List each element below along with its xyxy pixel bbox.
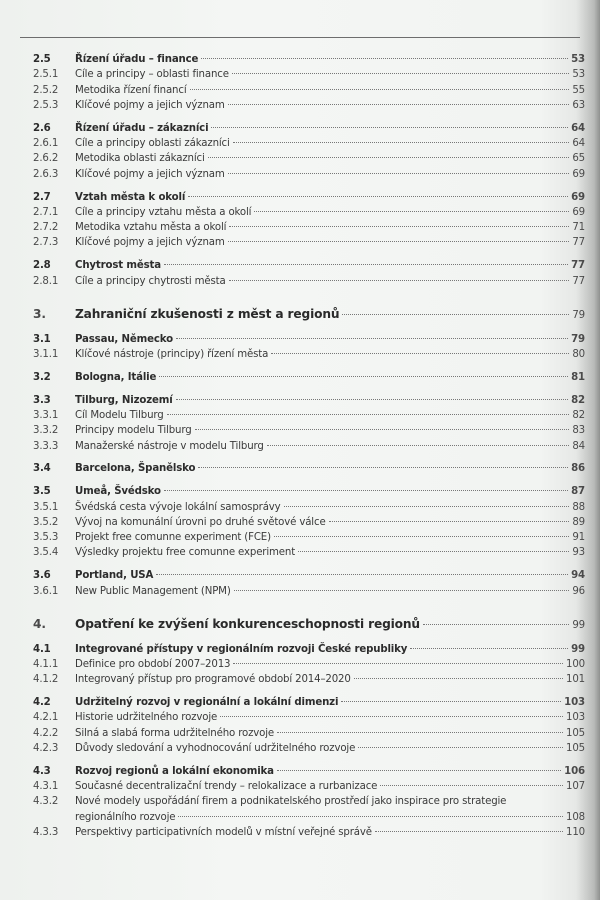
- toc-section-entry[interactable]: [33, 764, 585, 779]
- toc-subsection-entry[interactable]: [33, 347, 585, 362]
- entry-title: Vztah města k okolí: [75, 191, 186, 203]
- entry-number: 2.8: [33, 260, 51, 272]
- entry-number: 4.2.1: [33, 712, 59, 724]
- toc-subsection-entry[interactable]: [33, 220, 585, 235]
- dot-leader: [198, 467, 568, 468]
- entry-number: 4.1.2: [33, 674, 59, 686]
- dot-leader: [176, 338, 568, 339]
- entry-title: Klíčové nástroje (principy) řízení města: [75, 348, 269, 360]
- toc-section-group: [33, 764, 585, 840]
- entry-number: 4.3.3: [33, 827, 59, 838]
- dot-leader: [233, 663, 563, 664]
- toc-section-group: [33, 484, 585, 560]
- toc-section-entry[interactable]: [33, 695, 585, 710]
- entry-number: 3.1.1: [33, 348, 59, 360]
- entry-number: 2.8.1: [33, 275, 59, 287]
- dot-leader: [380, 785, 563, 786]
- toc-section-group: [33, 52, 585, 113]
- toc-chapter-entry[interactable]: [33, 614, 585, 634]
- toc-subsection-entry[interactable]: [33, 530, 585, 545]
- entry-page-number: 82: [572, 409, 585, 421]
- dot-leader: [410, 648, 568, 649]
- entry-number: 3.5: [33, 486, 51, 498]
- dot-leader: [195, 429, 570, 430]
- entry-number: 2.5: [33, 54, 51, 65]
- entry-title: Portland, USA: [75, 570, 154, 582]
- header-rule: [20, 37, 580, 38]
- entry-page-number: 64: [571, 122, 585, 134]
- entry-number: 2.5.1: [33, 69, 59, 81]
- entry-number: 4.: [33, 616, 46, 631]
- entry-title: Klíčové pojmy a jejich význam: [75, 168, 225, 180]
- entry-page-number: 77: [572, 237, 585, 249]
- toc-section-group: [33, 461, 585, 476]
- entry-title: Vývoj na komunální úrovni po druhé světové válce: [75, 516, 326, 528]
- toc-subsection-entry[interactable]: [33, 515, 585, 530]
- toc-subsection-entry[interactable]: [33, 810, 585, 825]
- entry-page-number: 79: [572, 309, 585, 321]
- dot-leader: [164, 490, 568, 491]
- toc-section-group: [33, 695, 585, 756]
- entry-number: 3.6: [33, 570, 51, 582]
- toc-subsection-entry[interactable]: [33, 439, 585, 454]
- entry-title: New Public Management (NPM): [75, 585, 231, 597]
- dot-leader: [375, 831, 563, 832]
- dot-leader: [342, 314, 569, 315]
- toc-subsection-entry[interactable]: [33, 136, 585, 151]
- entry-number: 2.5.3: [33, 99, 59, 111]
- entry-title: Rozvoj regionů a lokální ekonomika: [75, 765, 274, 777]
- entry-page-number: 91: [572, 532, 585, 544]
- entry-page-number: 84: [572, 440, 585, 452]
- dot-leader: [211, 127, 568, 128]
- entry-page-number: 96: [572, 585, 585, 597]
- entry-title: Udržitelný rozvoj v regionální a lokální dimenzi: [75, 697, 339, 709]
- entry-page-number: 105: [566, 727, 585, 739]
- toc-chapter-group: [33, 614, 585, 634]
- entry-page-number: 99: [571, 643, 585, 655]
- toc-section-entry[interactable]: [33, 393, 585, 408]
- toc-subsection-entry[interactable]: [33, 794, 585, 809]
- entry-title: Bologna, Itálie: [75, 371, 157, 383]
- entry-page-number: 77: [571, 260, 585, 272]
- entry-title: Projekt free comunne experiment (FCE): [75, 532, 271, 544]
- dot-leader: [423, 624, 569, 625]
- dot-leader: [232, 73, 569, 74]
- entry-number: 4.2.2: [33, 727, 59, 739]
- entry-title: Švédská cesta vývoje lokální samosprávy: [75, 501, 281, 513]
- entry-number: 2.7.2: [33, 222, 59, 234]
- table-of-contents: [33, 52, 585, 840]
- dot-leader: [201, 58, 568, 59]
- entry-page-number: 110: [566, 827, 585, 838]
- toc-subsection-entry[interactable]: [33, 274, 585, 289]
- toc-section-group: [33, 370, 585, 385]
- entry-title: Metodika vztahu města a okolí: [75, 222, 227, 234]
- entry-title: Umeå, Švédsko: [75, 486, 161, 498]
- dot-leader: [234, 590, 570, 591]
- toc-subsection-entry[interactable]: [33, 423, 585, 438]
- entry-number: 2.6.3: [33, 168, 59, 180]
- entry-number: 3.5.4: [33, 547, 59, 559]
- toc-section-entry[interactable]: [33, 190, 585, 205]
- entry-page-number: 105: [566, 742, 585, 754]
- entry-number: 2.7.1: [33, 206, 59, 218]
- entry-page-number: 87: [571, 486, 585, 498]
- entry-title: Cíle a principy chytrosti města: [75, 275, 226, 287]
- toc-subsection-entry[interactable]: [33, 151, 585, 166]
- dot-leader: [190, 89, 570, 90]
- entry-page-number: 71: [572, 222, 585, 234]
- entry-title: Tilburg, Nizozemí: [75, 394, 173, 406]
- entry-page-number: 89: [572, 516, 585, 528]
- dot-leader: [271, 353, 569, 354]
- toc-chapter-entry[interactable]: [33, 304, 585, 324]
- entry-number: 4.1: [33, 643, 51, 655]
- toc-section-entry[interactable]: [33, 461, 585, 476]
- toc-section-entry[interactable]: [33, 484, 585, 499]
- entry-title: Opatření ke zvýšení konkurenceschopnosti regionů: [75, 616, 420, 631]
- toc-subsection-entry[interactable]: [33, 584, 585, 599]
- dot-leader: [228, 173, 570, 174]
- entry-title: Perspektivy participativních modelů v místní veřejné správě: [75, 827, 372, 838]
- entry-page-number: 53: [572, 69, 585, 81]
- toc-section-group: [33, 393, 585, 454]
- entry-number: 4.2: [33, 697, 51, 709]
- entry-page-number: 64: [572, 138, 585, 150]
- entry-title: Integrované přístupy v regionálním rozvoji České republiky: [75, 643, 408, 655]
- entry-number: 3.5.3: [33, 532, 59, 544]
- entry-title: Výsledky projektu free comunne experiment: [75, 547, 296, 559]
- entry-page-number: 69: [572, 168, 585, 180]
- entry-title: Cíle a principy vztahu města a okolí: [75, 206, 252, 218]
- entry-number: 2.6.1: [33, 138, 59, 150]
- entry-page-number: 65: [572, 153, 585, 165]
- entry-page-number: 80: [572, 348, 585, 360]
- toc-section-group: [33, 568, 585, 599]
- dot-leader: [178, 816, 563, 817]
- entry-page-number: 93: [572, 547, 585, 559]
- dot-leader: [341, 701, 561, 702]
- toc-subsection-entry[interactable]: [33, 205, 585, 220]
- toc-subsection-entry[interactable]: [33, 779, 585, 794]
- entry-number: 2.6.2: [33, 153, 59, 165]
- toc-chapter-group: [33, 304, 585, 324]
- entry-title: Nové modely uspořádání firem a podnikatelského prostředí jako inspirace pro strategie: [75, 796, 507, 808]
- entry-number: 2.7.3: [33, 237, 59, 249]
- toc-subsection-entry[interactable]: [33, 500, 585, 515]
- entry-title: Řízení úřadu – zákazníci: [75, 122, 209, 134]
- toc-section-group: [33, 190, 585, 251]
- entry-title: Současné decentralizační trendy – relokalizace a rurbanizace: [75, 781, 378, 793]
- dot-leader: [220, 716, 563, 717]
- entry-page-number: 94: [571, 570, 585, 582]
- dot-leader: [233, 142, 570, 143]
- entry-number: 4.2.3: [33, 742, 59, 754]
- entry-title: Cíle a principy oblasti zákazníci: [75, 138, 230, 150]
- entry-number: 3.5.2: [33, 516, 59, 528]
- toc-subsection-entry[interactable]: [33, 672, 585, 687]
- dot-leader: [329, 521, 570, 522]
- toc-subsection-entry[interactable]: [33, 167, 585, 182]
- dot-leader: [274, 536, 569, 537]
- toc-section-group: [33, 121, 585, 182]
- entry-title: Manažerské nástroje v modelu Tilburg: [75, 440, 264, 452]
- entry-number: 3.3.1: [33, 409, 59, 421]
- entry-title: Integrovaný přístup pro programové období 2014–2020: [75, 674, 351, 686]
- dot-leader: [254, 211, 569, 212]
- toc-subsection-entry[interactable]: [33, 408, 585, 423]
- entry-page-number: 69: [572, 206, 585, 218]
- entry-title: Metodika řízení financí: [75, 84, 187, 96]
- entry-number: 2.6: [33, 122, 51, 134]
- dot-leader: [277, 732, 563, 733]
- entry-title: regionálního rozvoje: [75, 811, 176, 823]
- entry-number: 3.5.1: [33, 501, 59, 513]
- dot-leader: [298, 551, 569, 552]
- dot-leader: [284, 506, 570, 507]
- entry-page-number: 103: [566, 712, 585, 724]
- entry-page-number: 108: [566, 811, 585, 823]
- toc-section-entry[interactable]: [33, 642, 585, 657]
- toc-subsection-entry[interactable]: [33, 710, 585, 725]
- toc-subsection-entry[interactable]: [33, 83, 585, 98]
- entry-page-number: 101: [566, 674, 585, 686]
- entry-title: Silná a slabá forma udržitelného rozvoje: [75, 727, 275, 739]
- entry-title: Cíle a principy – oblasti finance: [75, 69, 229, 81]
- dot-leader: [167, 414, 570, 415]
- entry-title: Zahraniční zkušenosti z měst a regionů: [75, 306, 340, 321]
- entry-title: Klíčové pojmy a jejich význam: [75, 99, 225, 111]
- toc-section-entry[interactable]: [33, 121, 585, 136]
- toc-subsection-entry[interactable]: [33, 741, 585, 756]
- entry-page-number: 79: [571, 333, 585, 345]
- entry-page-number: 82: [571, 394, 585, 406]
- entry-title: Důvody sledování a vyhodnocování udržitelného rozvoje: [75, 742, 356, 754]
- entry-number: 3.3.3: [33, 440, 59, 452]
- toc-section-group: [33, 332, 585, 363]
- entry-number: 2.5.2: [33, 84, 59, 96]
- entry-number: 3.1: [33, 333, 51, 345]
- entry-number: 3.6.1: [33, 585, 59, 597]
- entry-title: Chytrost města: [75, 260, 161, 272]
- toc-section-entry[interactable]: [33, 568, 585, 583]
- entry-page-number: 77: [572, 275, 585, 287]
- entry-title: Historie udržitelného rozvoje: [75, 712, 218, 724]
- entry-number: 3.2: [33, 371, 51, 383]
- toc-section-entry[interactable]: [33, 52, 585, 67]
- entry-page-number: 107: [566, 781, 585, 793]
- toc-subsection-entry[interactable]: [33, 235, 585, 250]
- toc-section-entry[interactable]: [33, 332, 585, 347]
- entry-page-number: 106: [564, 765, 585, 777]
- entry-page-number: 83: [572, 425, 585, 437]
- dot-leader: [159, 376, 568, 377]
- dot-leader: [228, 241, 570, 242]
- toc-subsection-entry[interactable]: [33, 98, 585, 113]
- entry-number: 3.: [33, 306, 46, 321]
- entry-page-number: 99: [572, 619, 585, 631]
- dot-leader: [208, 157, 570, 158]
- entry-number: 3.3: [33, 394, 51, 406]
- entry-number: 3.3.2: [33, 425, 59, 437]
- toc-subsection-entry[interactable]: [33, 67, 585, 82]
- dot-leader: [354, 678, 563, 679]
- dot-leader: [188, 196, 568, 197]
- entry-page-number: 81: [571, 371, 585, 383]
- entry-page-number: 69: [571, 191, 585, 203]
- entry-page-number: 88: [572, 501, 585, 513]
- entry-title: Klíčové pojmy a jejich význam: [75, 237, 225, 249]
- dot-leader: [228, 104, 570, 105]
- dot-leader: [176, 399, 569, 400]
- dot-leader: [267, 445, 570, 446]
- dot-leader: [229, 226, 569, 227]
- toc-section-entry[interactable]: [33, 370, 585, 385]
- entry-page-number: 53: [571, 54, 585, 65]
- dot-leader: [164, 264, 568, 265]
- entry-page-number: 86: [571, 463, 585, 475]
- entry-number: 3.4: [33, 463, 51, 475]
- entry-number: 4.1.1: [33, 658, 59, 670]
- entry-title: Řízení úřadu – finance: [75, 54, 199, 65]
- entry-page-number: 100: [566, 658, 585, 670]
- entry-title: Definice pro období 2007–2013: [75, 658, 231, 670]
- toc-subsection-entry[interactable]: [33, 726, 585, 741]
- entry-number: 4.3.2: [33, 796, 59, 808]
- entry-page-number: 103: [564, 697, 585, 709]
- toc-section-entry[interactable]: [33, 258, 585, 273]
- toc-subsection-entry[interactable]: [33, 657, 585, 672]
- toc-subsection-entry[interactable]: [33, 545, 585, 560]
- dot-leader: [277, 770, 561, 771]
- toc-subsection-entry[interactable]: [33, 825, 585, 840]
- entry-title: Passau, Německo: [75, 333, 173, 345]
- entry-page-number: 63: [572, 99, 585, 111]
- entry-title: Barcelona, Španělsko: [75, 463, 196, 475]
- entry-title: Cíl Modelu Tilburg: [75, 409, 164, 421]
- entry-title: Principy modelu Tilburg: [75, 425, 192, 437]
- dot-leader: [156, 574, 568, 575]
- dot-leader: [358, 747, 563, 748]
- entry-number: 4.3.1: [33, 781, 59, 793]
- entry-title: Metodika oblasti zákazníci: [75, 153, 205, 165]
- toc-section-group: [33, 258, 585, 289]
- entry-number: 2.7: [33, 191, 51, 203]
- toc-section-group: [33, 642, 585, 688]
- dot-leader: [229, 280, 570, 281]
- entry-number: 4.3: [33, 765, 51, 777]
- entry-page-number: 55: [572, 84, 585, 96]
